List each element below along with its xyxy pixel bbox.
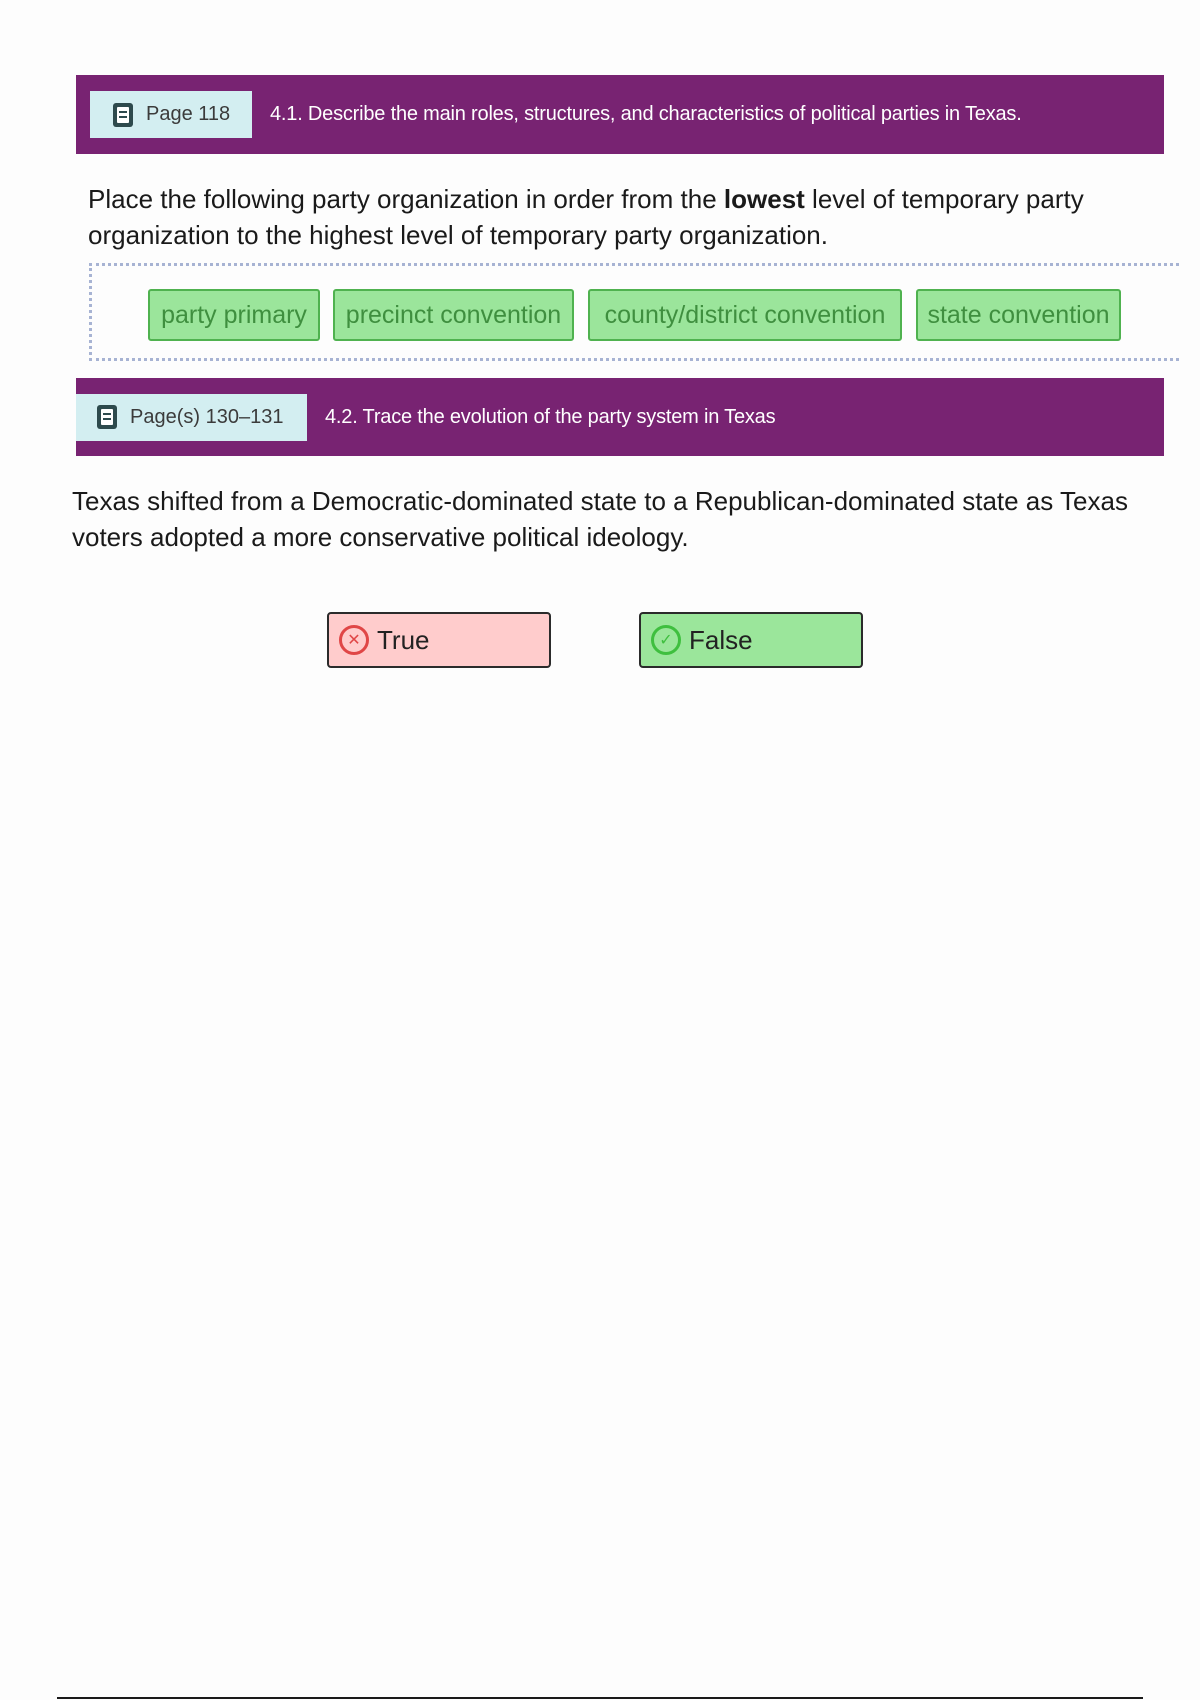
question-emphasis: lowest bbox=[723, 184, 805, 214]
answer-true-button[interactable] bbox=[327, 612, 551, 668]
question-text: level of temporary party organization to the highest level of temporary party organization. bbox=[88, 184, 1084, 250]
learning-objective: 4.1. Describe the main roles, structures, and characteristics of political parties in Texas. bbox=[270, 103, 1022, 125]
ordering-chip[interactable]: precinct convention bbox=[333, 289, 574, 341]
objective-banner-4-1 bbox=[76, 75, 1164, 154]
book-icon bbox=[96, 404, 118, 430]
page-reference-label: Page 118 bbox=[146, 103, 231, 125]
question-text: Place the following party organization in order from the bbox=[88, 184, 724, 214]
answer-label: True bbox=[377, 624, 430, 655]
ordering-chip[interactable]: county/district convention bbox=[588, 289, 902, 341]
answer-label: False bbox=[689, 624, 753, 655]
ordering-question-prompt bbox=[88, 181, 1168, 253]
page-reference-badge[interactable] bbox=[90, 91, 252, 138]
footer-divider bbox=[57, 1697, 1143, 1699]
answer-false-button[interactable] bbox=[639, 612, 863, 668]
x-circle-icon: ✕ bbox=[339, 625, 369, 655]
ordering-chip[interactable]: state convention bbox=[916, 289, 1121, 341]
page-reference-label: Page(s) 130–131 bbox=[130, 405, 284, 428]
learning-objective: 4.2. Trace the evolution of the party system in Texas bbox=[325, 405, 776, 428]
true-false-statement: Texas shifted from a Democratic-dominated state to a Republican-dominated state as Texas voters adopted a more conservative political ideology. bbox=[72, 486, 1128, 552]
page-reference-badge[interactable] bbox=[76, 394, 307, 441]
check-circle-icon: ✓ bbox=[651, 625, 681, 655]
ordering-chip[interactable]: party primary bbox=[148, 289, 320, 341]
book-icon bbox=[112, 102, 134, 128]
objective-banner-4-2 bbox=[76, 378, 1164, 456]
